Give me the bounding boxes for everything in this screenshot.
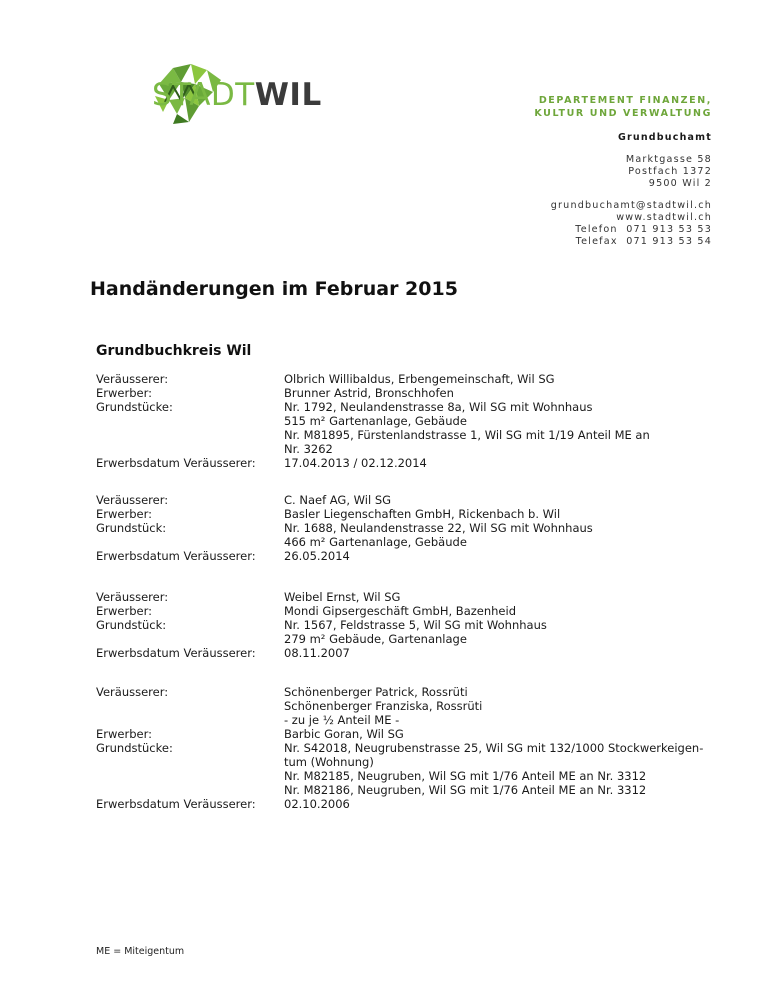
website-link[interactable]: www.stadtwil.ch (616, 212, 712, 223)
label-parcel: Grundstück: (96, 521, 167, 535)
contact-block (534, 200, 712, 248)
section-heading: Grundbuchkreis Wil (96, 343, 252, 359)
phone-number: Telefon 071 913 53 53 (575, 224, 712, 235)
label-acquisition-date: Erwerbsdatum Veräusserer: (96, 456, 256, 470)
entry-line: Mondi Gipsergeschäft GmbH, Bazenheid (284, 604, 516, 618)
entry-line: Olbrich Willibaldus, Erbengemeinschaft, Wil SG (284, 372, 555, 386)
entry-line: Nr. S42018, Neugrubenstrasse 25, Wil SG mit 132/1000 Stockwerkeigen- (284, 741, 704, 755)
entry-line: 08.11.2007 (284, 646, 350, 660)
label-seller: Veräusserer: (96, 590, 169, 604)
logo-wordmark (152, 77, 322, 113)
label-parcel: Grundstück: (96, 618, 167, 632)
entry-line: 17.04.2013 / 02.12.2014 (284, 456, 427, 470)
entry-line: Nr. M82186, Neugruben, Wil SG mit 1/76 Anteil ME an Nr. 3312 (284, 783, 647, 797)
entry-line: Nr. 3262 (284, 442, 333, 456)
label-seller: Veräusserer: (96, 372, 169, 386)
label-seller: Veräusserer: (96, 685, 169, 699)
label-buyer: Erwerber: (96, 507, 152, 521)
entry-line: Nr. M81895, Fürstenlandstrasse 1, Wil SG mit 1/19 Anteil ME an (284, 428, 650, 442)
department-line-1: DEPARTEMENT FINANZEN, (538, 95, 712, 106)
entry-line: Nr. 1567, Feldstrasse 5, Wil SG mit Wohnhaus (284, 618, 547, 632)
office-name: Grundbuchamt (617, 132, 712, 143)
entry-line: 26.05.2014 (284, 549, 350, 563)
entry-line: 515 m² Gartenanlage, Gebäude (284, 414, 467, 428)
label-seller: Veräusserer: (96, 493, 169, 507)
entry-line: Brunner Astrid, Bronschhofen (284, 386, 454, 400)
email-link[interactable]: grundbuchamt@stadtwil.ch (550, 200, 712, 211)
label-buyer: Erwerber: (96, 604, 152, 618)
label-acquisition-date: Erwerbsdatum Veräusserer: (96, 549, 256, 563)
label-buyer: Erwerber: (96, 386, 152, 400)
logo-word-stadt: STADT (152, 77, 255, 113)
entry-line: 02.10.2006 (284, 797, 350, 811)
label-buyer: Erwerber: (96, 727, 152, 741)
fax-number: Telefax 071 913 53 54 (575, 236, 712, 247)
footnote: ME = Miteigentum (96, 946, 185, 957)
page-title: Handänderungen im Februar 2015 (90, 278, 458, 300)
entry-line: Nr. 1792, Neulandenstrasse 8a, Wil SG mit Wohnhaus (284, 400, 593, 414)
label-parcels: Grundstücke: (96, 400, 173, 414)
entry-line: Nr. M82185, Neugruben, Wil SG mit 1/76 Anteil ME an Nr. 3312 (284, 769, 647, 783)
label-parcels: Grundstücke: (96, 741, 173, 755)
department-name (534, 94, 712, 120)
entry-line: Weibel Ernst, Wil SG (284, 590, 401, 604)
entry-line: Nr. 1688, Neulandenstrasse 22, Wil SG mit Wohnhaus (284, 521, 593, 535)
entry-line: tum (Wohnung) (284, 755, 374, 769)
letterhead (534, 94, 712, 248)
entry-line: - zu je ½ Anteil ME - (284, 713, 400, 727)
entry-line: 466 m² Gartenanlage, Gebäude (284, 535, 467, 549)
entry-line: Basler Liegenschaften GmbH, Rickenbach b. Wil (284, 507, 561, 521)
entry-line: Schönenberger Patrick, Rossrüti (284, 685, 468, 699)
entry-line: 279 m² Gebäude, Gartenanlage (284, 632, 467, 646)
address-line: Postfach 1372 (628, 166, 712, 177)
logo-word-wil: WIL (254, 77, 322, 113)
address-line: Marktgasse 58 (625, 154, 712, 165)
entry-line: Schönenberger Franziska, Rossrüti (284, 699, 483, 713)
address-line: 9500 Wil 2 (648, 178, 712, 189)
label-acquisition-date: Erwerbsdatum Veräusserer: (96, 646, 256, 660)
address-block (534, 154, 712, 190)
entry-line: Barbic Goran, Wil SG (284, 727, 404, 741)
label-acquisition-date: Erwerbsdatum Veräusserer: (96, 797, 256, 811)
department-line-2: KULTUR UND VERWALTUNG (534, 108, 712, 119)
entry-line: C. Naef AG, Wil SG (284, 493, 392, 507)
